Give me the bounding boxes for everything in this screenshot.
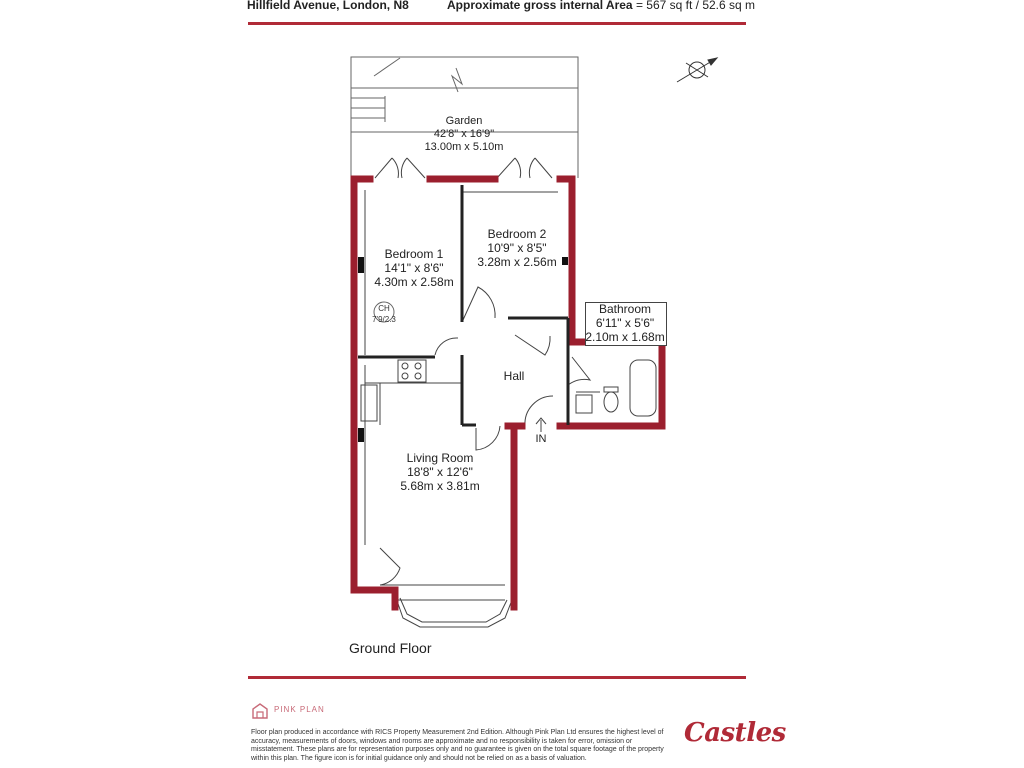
compass-icon — [677, 58, 717, 82]
garden-imperial: 42'8" x 16'9" — [433, 128, 495, 140]
bathroom-imperial: 6'11" x 5'6" — [595, 316, 655, 330]
entrance-arrow-icon — [536, 418, 546, 432]
bedroom2-name: Bedroom 2 — [487, 227, 547, 241]
agent-logo: Castles — [684, 718, 786, 748]
bedroom2-imperial: 10'9" x 8'5" — [487, 241, 547, 255]
ch-height: 7'9/2.3 — [372, 315, 396, 324]
ch-label: CH — [378, 304, 390, 313]
brand-name: PINK PLAN — [274, 705, 325, 714]
living-room-imperial: 18'8" x 12'6" — [407, 465, 473, 479]
bedroom1-metric: 4.30m x 2.58m — [374, 275, 454, 289]
footer-rule — [248, 676, 746, 679]
bedroom1-imperial: 14'1" x 8'6" — [384, 261, 444, 275]
bedroom1-label — [366, 247, 462, 289]
bedroom2-label — [469, 227, 565, 269]
living-room-name: Living Room — [406, 451, 474, 465]
hall-name: Hall — [503, 369, 525, 383]
garden-metric: 13.00m x 5.10m — [424, 141, 504, 153]
area-value: = 567 sq ft / 52.6 sq m — [635, 0, 756, 12]
living-room-metric: 5.68m x 3.81m — [400, 479, 480, 493]
bathroom-name: Bathroom — [598, 302, 652, 316]
bedroom1-name: Bedroom 1 — [384, 247, 444, 261]
garden-label — [409, 115, 519, 154]
living-room-label — [380, 451, 500, 493]
bathroom-label — [583, 302, 667, 344]
pink-plan-logo-icon — [251, 703, 269, 719]
floor-label: Ground Floor — [349, 640, 432, 656]
area-label: Approximate gross internal Area — [447, 0, 633, 12]
property-address: Hillfield Avenue, London, N8 — [247, 0, 409, 12]
disclaimer-text: Floor plan produced in accordance with RICS Property Measurement 2nd Edition. Although Pink Plan Ltd ensures the highest level of accuracy, measurements of doors, windows and rooms are approximate and no responsibility is taken for error, omission or misstatement. These plans are for representation purposes only and no guarantee is given on the total square footage of the property within this plan. The figure icon is for initial guidance only and should not be relied on as a basis of valuation. — [251, 729, 664, 762]
garden-name: Garden — [445, 115, 483, 127]
entrance-label: IN — [535, 433, 547, 445]
bedroom2-metric: 3.28m x 2.56m — [477, 255, 557, 269]
bathroom-metric: 2.10m x 1.68m — [585, 330, 665, 344]
